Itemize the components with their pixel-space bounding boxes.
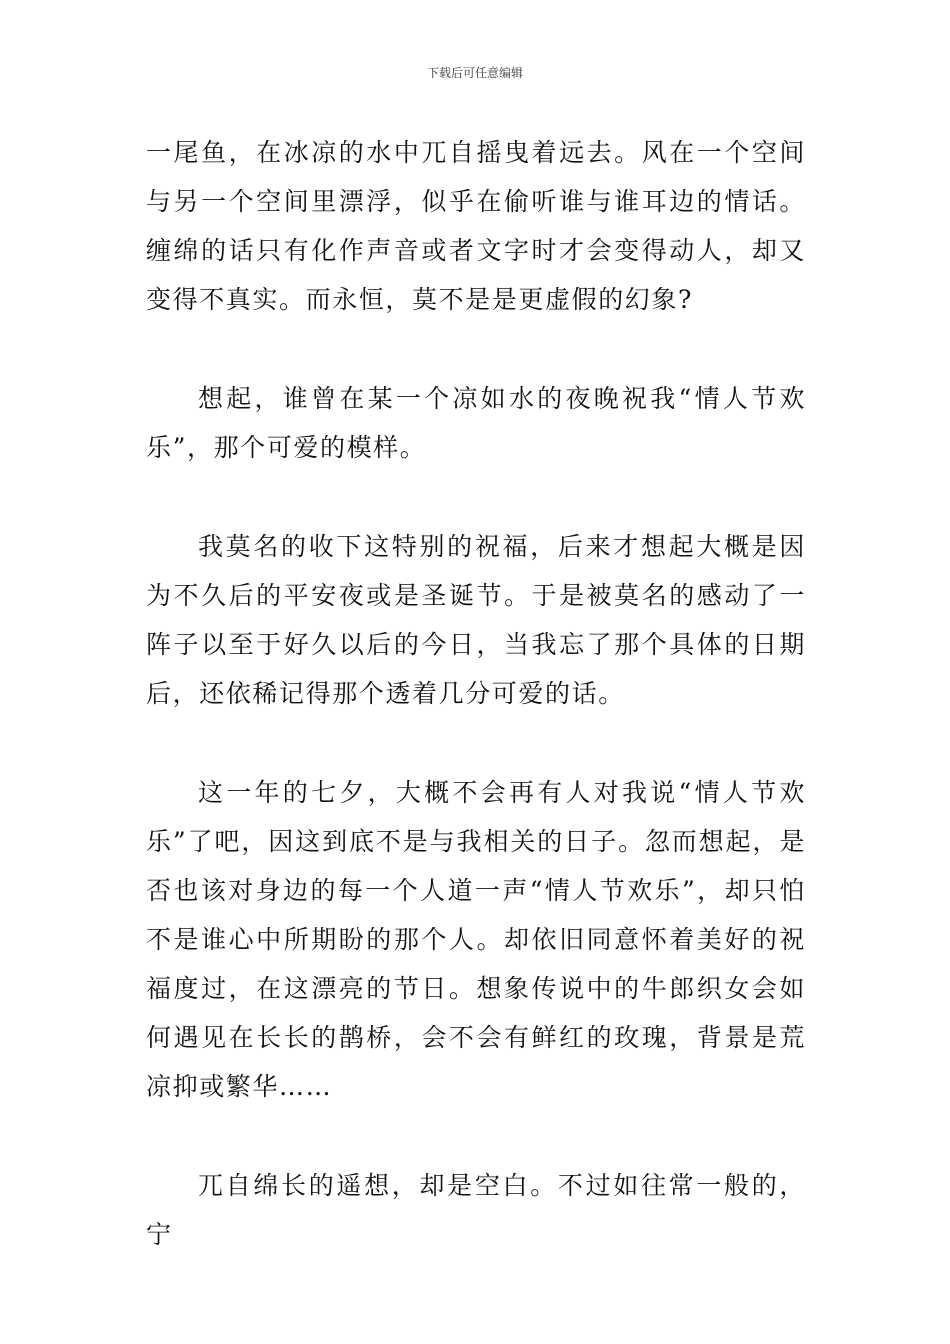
page-header-note: 下载后可任意编辑 (426, 66, 523, 80)
paragraph-1: 一尾鱼，在冰凉的水中兀自摇曳着远去。风在一个空间与另一个空间里漂浮，似乎在偷听谁与谁耳边的情话。缠绵的话只有化作声音或者文字时才会变得动人，却又变得不真实。而永恒，莫不是是更虚假的幻象? (146, 138, 806, 314)
paragraph-4: 这一年的七夕，大概不会再有人对我说“情人节欢乐”了吧，因这到底不是与我相关的日子。忽而想起，是否也该对身边的每一个人道一声“情人节欢乐”，却只怕不是谁心中所期盼的那个人。却依旧同意怀着美好的祝福度过，在这漂亮的节日。想象传说中的牛郎织女会如何遇见在长长的鹊桥，会不会有鲜红的玫瑰，背景是荒凉抑或繁华…… (146, 778, 806, 1101)
document-body (146, 128, 806, 1259)
paragraph-5: 兀自绵长的遥想，却是空白。不过如往常一般的，宁 (146, 1171, 806, 1249)
paragraph-3: 我莫名的收下这特别的祝福，后来才想起大概是因为不久后的平安夜或是圣诞节。于是被莫名的感动了一阵子以至于好久以后的今日，当我忘了那个具体的日期后，还依稀记得那个透着几分可爱的话。 (146, 532, 806, 708)
paragraph-2: 想起，谁曾在某一个凉如水的夜晚祝我“情人节欢乐”，那个可爱的模样。 (146, 384, 806, 462)
